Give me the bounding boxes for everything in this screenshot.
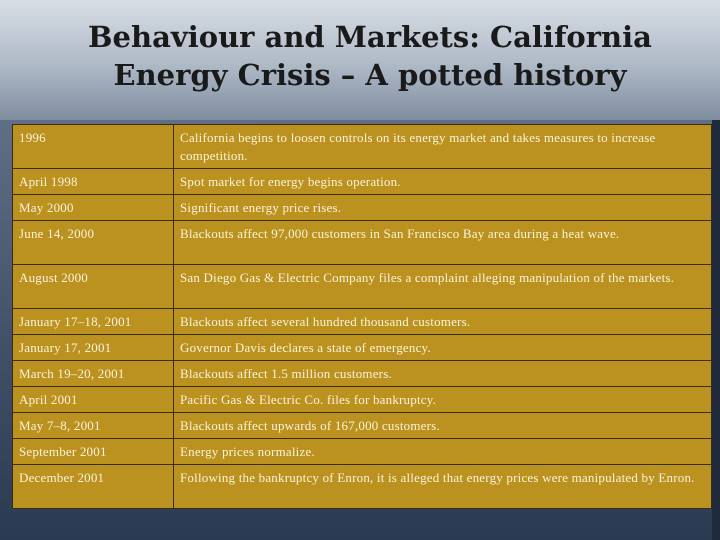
event-cell: Spot market for energy begins operation.	[174, 169, 712, 195]
date-cell: September 2001	[13, 439, 174, 465]
event-cell: Blackouts affect upwards of 167,000 customers.	[174, 413, 712, 439]
event-cell: San Diego Gas & Electric Company files a complaint alleging manipulation of the markets.	[174, 265, 712, 309]
date-cell: June 14, 2000	[13, 221, 174, 265]
table-row	[13, 361, 712, 387]
slide-title-line-1: Behaviour and Markets: California	[88, 20, 652, 54]
date-cell: April 2001	[13, 387, 174, 413]
date-cell: January 17, 2001	[13, 335, 174, 361]
table-row	[13, 465, 712, 509]
table-row	[13, 309, 712, 335]
date-cell: January 17–18, 2001	[13, 309, 174, 335]
table-row	[13, 195, 712, 221]
date-cell: 1996	[13, 125, 174, 169]
event-cell: Pacific Gas & Electric Co. files for bankruptcy.	[174, 387, 712, 413]
table-row	[13, 125, 712, 169]
date-cell: April 1998	[13, 169, 174, 195]
slide-title	[40, 18, 700, 94]
date-cell: May 2000	[13, 195, 174, 221]
event-cell: Significant energy price rises.	[174, 195, 712, 221]
table-row	[13, 439, 712, 465]
event-cell: Governor Davis declares a state of emergency.	[174, 335, 712, 361]
date-cell: August 2000	[13, 265, 174, 309]
table-row	[13, 169, 712, 195]
timeline-table	[12, 124, 712, 509]
event-cell: Blackouts affect 1.5 million customers.	[174, 361, 712, 387]
slide-title-line-2: Energy Crisis – A potted history	[113, 58, 627, 92]
date-cell: March 19–20, 2001	[13, 361, 174, 387]
event-cell: Energy prices normalize.	[174, 439, 712, 465]
table-row	[13, 387, 712, 413]
table-row	[13, 221, 712, 265]
table-row	[13, 265, 712, 309]
table-row	[13, 335, 712, 361]
event-cell: Blackouts affect several hundred thousand customers.	[174, 309, 712, 335]
right-edge-strip	[712, 120, 720, 540]
event-cell: Blackouts affect 97,000 customers in San Francisco Bay area during a heat wave.	[174, 221, 712, 265]
date-cell: December 2001	[13, 465, 174, 509]
table-row	[13, 413, 712, 439]
event-cell: California begins to loosen controls on its energy market and takes measures to increase competition.	[174, 125, 712, 169]
date-cell: May 7–8, 2001	[13, 413, 174, 439]
event-cell: Following the bankruptcy of Enron, it is alleged that energy prices were manipulated by Enron.	[174, 465, 712, 509]
